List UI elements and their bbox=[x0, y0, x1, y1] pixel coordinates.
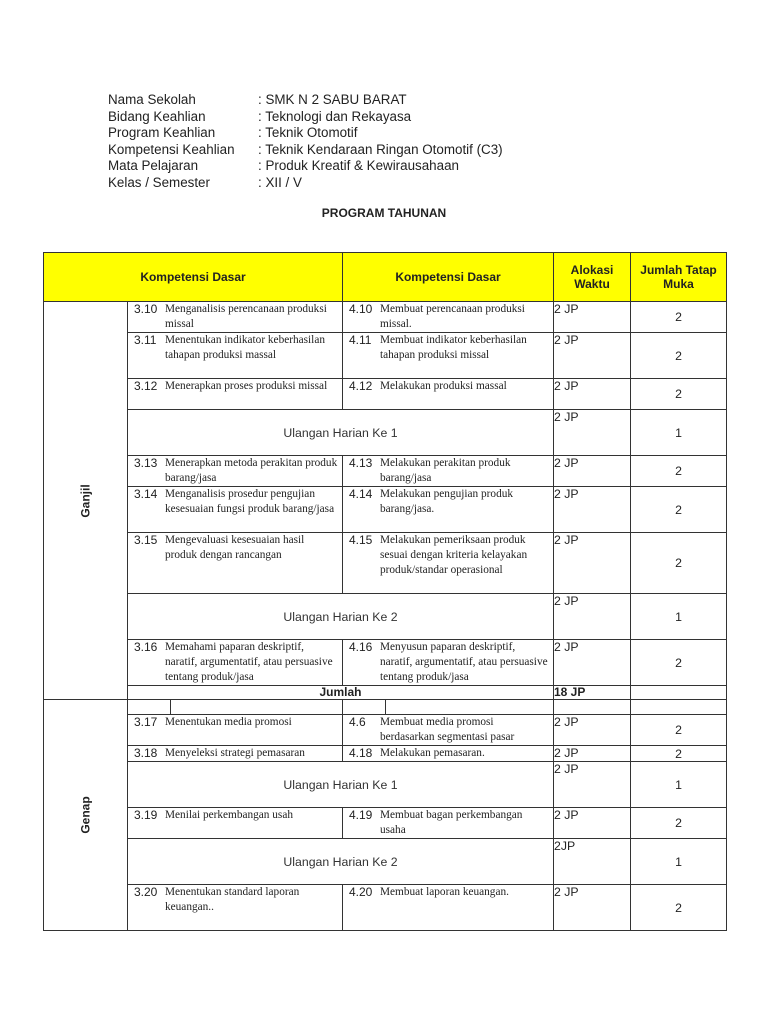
kd-number: 3.12 bbox=[134, 379, 158, 393]
tatap-muka: 2 bbox=[631, 533, 727, 594]
table-row bbox=[44, 885, 727, 931]
kd-number: 4.15 bbox=[349, 533, 373, 547]
kd-pengetahuan bbox=[128, 885, 343, 931]
kd-pengetahuan bbox=[128, 379, 343, 410]
info-value: : Teknik Otomotif bbox=[258, 125, 358, 140]
kd-number: 3.15 bbox=[134, 533, 158, 547]
kd-pengetahuan bbox=[128, 715, 343, 746]
tatap-muka: 2 bbox=[631, 487, 727, 533]
header-kd1: Kompetensi Dasar bbox=[44, 253, 343, 302]
tatap-muka: 1 bbox=[631, 839, 727, 885]
kd-keterampilan bbox=[343, 333, 554, 379]
tatap-muka: 2 bbox=[631, 640, 727, 686]
info-label: Nama Sekolah bbox=[108, 92, 196, 107]
tatap-muka: 2 bbox=[631, 808, 727, 839]
alokasi-waktu: 2 JP bbox=[554, 302, 631, 333]
kd-keterampilan bbox=[343, 808, 554, 839]
alokasi-waktu: 2 JP bbox=[554, 640, 631, 686]
kd-pengetahuan bbox=[128, 533, 343, 594]
kd-pengetahuan bbox=[128, 302, 343, 333]
kd-number: 3.11 bbox=[134, 333, 157, 347]
spacer-row bbox=[44, 700, 727, 715]
kd-item bbox=[349, 533, 550, 578]
kd-number: 3.19 bbox=[134, 808, 158, 822]
info-value: : SMK N 2 SABU BARAT bbox=[258, 92, 407, 107]
kd-number: 3.20 bbox=[134, 885, 158, 899]
total-label: Jumlah bbox=[128, 686, 554, 700]
kd-number: 4.10 bbox=[349, 302, 373, 316]
kd-text: Membuat laporan keuangan. bbox=[380, 886, 509, 898]
info-label: Kelas / Semester bbox=[108, 174, 210, 190]
kd-item bbox=[349, 487, 550, 517]
kd-item bbox=[134, 715, 339, 730]
kd-item bbox=[349, 456, 550, 486]
kd-number: 4.13 bbox=[349, 456, 373, 470]
kd-pengetahuan bbox=[128, 746, 343, 762]
kd-number: 3.13 bbox=[134, 456, 158, 470]
kd-keterampilan bbox=[343, 885, 554, 931]
alokasi-waktu: 2 JP bbox=[554, 715, 631, 746]
kd-text: Menentukan indikator keberhasilan tahapan produksi massal bbox=[165, 334, 325, 361]
ulangan-row bbox=[44, 839, 727, 885]
kd-text: Menentukan standard laporan keuangan.. bbox=[165, 886, 300, 913]
kd-keterampilan bbox=[343, 640, 554, 686]
tatap-muka: 2 bbox=[631, 333, 727, 379]
ulangan-label: Ulangan Harian Ke 1 bbox=[128, 762, 554, 808]
kd-text: Menerapkan metoda perakitan produk barang/jasa bbox=[165, 457, 338, 484]
kd-text: Menilai perkembangan usah bbox=[165, 809, 293, 821]
tatap-muka: 2 bbox=[631, 715, 727, 746]
kd-item bbox=[134, 640, 339, 685]
kd-keterampilan bbox=[343, 456, 554, 487]
kd-pengetahuan bbox=[128, 640, 343, 686]
kd-keterampilan bbox=[343, 379, 554, 410]
tatap-muka: 1 bbox=[631, 762, 727, 808]
tatap-muka: 1 bbox=[631, 594, 727, 640]
kd-keterampilan bbox=[343, 487, 554, 533]
info-row bbox=[108, 175, 503, 192]
table-row bbox=[44, 487, 727, 533]
table-row bbox=[44, 533, 727, 594]
ulangan-row bbox=[44, 762, 727, 808]
kd-item bbox=[134, 885, 339, 915]
spacer-cell bbox=[343, 700, 554, 715]
info-label: Kompetensi Keahlian bbox=[108, 141, 235, 157]
kd-item bbox=[349, 808, 550, 838]
alokasi-waktu: 2 JP bbox=[554, 746, 631, 762]
table-row bbox=[44, 640, 727, 686]
tatap-muka: 2 bbox=[631, 885, 727, 931]
header-alokasi: Alokasi Waktu bbox=[554, 253, 631, 302]
kd-item bbox=[349, 379, 550, 394]
info-value: : Teknik Kendaraan Ringan Otomotif (C3) bbox=[258, 141, 503, 157]
kd-number: 4.16 bbox=[349, 640, 373, 654]
header-kd2: Kompetensi Dasar bbox=[343, 253, 554, 302]
kd-text: Melakukan pemeriksaan produk sesuai dengan kriteria kelayakan produk/standar operasional bbox=[380, 534, 528, 576]
tatap-muka: 2 bbox=[631, 379, 727, 410]
kd-keterampilan bbox=[343, 715, 554, 746]
alokasi-waktu: 2 JP bbox=[554, 762, 631, 808]
tatap-muka: 2 bbox=[631, 456, 727, 487]
kd-keterampilan bbox=[343, 533, 554, 594]
kd-number: 3.10 bbox=[134, 302, 158, 316]
table-row bbox=[44, 456, 727, 487]
ulangan-label: Ulangan Harian Ke 1 bbox=[128, 410, 554, 456]
alokasi-waktu: 2 JP bbox=[554, 410, 631, 456]
kd-text: Menyusun paparan deskriptif, naratif, argumentatif, atau persuasive tentang produk/jasa bbox=[380, 641, 548, 683]
info-row bbox=[108, 92, 503, 109]
kd-item bbox=[134, 533, 339, 563]
program-table bbox=[43, 252, 727, 931]
kd-text: Menganalisis prosedur pengujian kesesuaian fungsi produk barang/jasa bbox=[165, 488, 335, 515]
kd-number: 4.12 bbox=[349, 379, 373, 393]
kd-number: 3.18 bbox=[134, 746, 158, 760]
info-label: Bidang Keahlian bbox=[108, 108, 206, 124]
semester-label bbox=[44, 700, 128, 931]
spacer-cell bbox=[554, 700, 631, 715]
ulangan-row bbox=[44, 410, 727, 456]
alokasi-waktu: 2JP bbox=[554, 839, 631, 885]
info-row bbox=[108, 158, 503, 175]
kd-pengetahuan bbox=[128, 487, 343, 533]
kd-number: 3.16 bbox=[134, 640, 158, 654]
total-empty bbox=[631, 686, 727, 700]
kd-keterampilan bbox=[343, 746, 554, 762]
kd-number: 4.18 bbox=[349, 746, 373, 760]
table-row bbox=[44, 379, 727, 410]
kd-item bbox=[134, 456, 339, 486]
kd-item bbox=[349, 715, 550, 745]
semester-text: Ganjil bbox=[78, 483, 93, 518]
table-row bbox=[44, 746, 727, 762]
kd-number: 4.14 bbox=[349, 487, 373, 501]
kd-text: Membuat perencanaan produksi missal. bbox=[380, 303, 525, 330]
semester-label bbox=[44, 302, 128, 700]
kd-item bbox=[134, 379, 339, 394]
kd-item bbox=[134, 487, 339, 517]
kd-item bbox=[134, 746, 339, 761]
table-row bbox=[44, 333, 727, 379]
kd-text: Melakukan pemasaran. bbox=[380, 747, 485, 759]
kd-item bbox=[349, 640, 550, 685]
tatap-muka: 2 bbox=[631, 746, 727, 762]
kd-text: Membuat indikator keberhasilan tahapan produksi missal bbox=[380, 334, 527, 361]
spacer-cell bbox=[631, 700, 727, 715]
header-row bbox=[44, 253, 727, 302]
kd-item bbox=[349, 746, 550, 761]
info-label: Program Keahlian bbox=[108, 125, 216, 140]
kd-number: 4.11 bbox=[349, 333, 372, 347]
kd-item bbox=[349, 333, 550, 363]
ganjil-section bbox=[44, 302, 727, 700]
alokasi-waktu: 2 JP bbox=[554, 379, 631, 410]
kd-item bbox=[349, 302, 550, 332]
kd-item bbox=[349, 885, 550, 900]
info-label: Mata Pelajaran bbox=[108, 158, 199, 173]
info-value: : Teknologi dan Rekayasa bbox=[258, 108, 412, 124]
total-row bbox=[44, 686, 727, 700]
school-info bbox=[108, 92, 503, 191]
info-value: : XII / V bbox=[258, 174, 302, 190]
table-row bbox=[44, 715, 727, 746]
alokasi-waktu: 2 JP bbox=[554, 808, 631, 839]
spacer-cell bbox=[128, 700, 343, 715]
kd-text: Membuat bagan perkembangan usaha bbox=[380, 809, 523, 836]
kd-text: Melakukan pengujian produk barang/jasa. bbox=[380, 488, 514, 515]
info-row bbox=[108, 142, 503, 159]
kd-keterampilan bbox=[343, 302, 554, 333]
tatap-muka: 2 bbox=[631, 302, 727, 333]
info-row bbox=[108, 125, 503, 142]
alokasi-waktu: 2 JP bbox=[554, 533, 631, 594]
total-jp: 18 JP bbox=[554, 686, 631, 700]
kd-number: 4.6 bbox=[349, 715, 366, 729]
ulangan-label: Ulangan Harian Ke 2 bbox=[128, 594, 554, 640]
alokasi-waktu: 2 JP bbox=[554, 594, 631, 640]
kd-text: Melakukan produksi massal bbox=[380, 380, 507, 392]
alokasi-waktu: 2 JP bbox=[554, 456, 631, 487]
kd-number: 3.17 bbox=[134, 715, 158, 729]
alokasi-waktu: 2 JP bbox=[554, 885, 631, 931]
kd-pengetahuan bbox=[128, 456, 343, 487]
table-row bbox=[44, 808, 727, 839]
ulangan-row bbox=[44, 594, 727, 640]
kd-text: Menerapkan proses produksi missal bbox=[165, 380, 328, 392]
kd-pengetahuan bbox=[128, 808, 343, 839]
genap-section bbox=[44, 700, 727, 931]
kd-text: Menganalisis perencanaan produksi missal bbox=[165, 303, 327, 330]
table-row bbox=[44, 302, 727, 333]
kd-number: 4.20 bbox=[349, 885, 373, 899]
header-jumlah: Jumlah Tatap Muka bbox=[631, 253, 727, 302]
alokasi-waktu: 2 JP bbox=[554, 333, 631, 379]
alokasi-waktu: 2 JP bbox=[554, 487, 631, 533]
kd-text: Mengevaluasi kesesuaian hasil produk dengan rancangan bbox=[165, 534, 305, 561]
info-value: : Produk Kreatif & Kewirausahaan bbox=[258, 158, 459, 173]
kd-number: 4.19 bbox=[349, 808, 373, 822]
kd-item bbox=[134, 333, 339, 363]
kd-text: Menyeleksi strategi pemasaran bbox=[165, 747, 305, 759]
tatap-muka: 1 bbox=[631, 410, 727, 456]
kd-item bbox=[134, 808, 339, 823]
kd-number: 3.14 bbox=[134, 487, 158, 501]
kd-text: Menentukan media promosi bbox=[165, 716, 292, 728]
kd-item bbox=[134, 302, 339, 332]
info-row bbox=[108, 109, 503, 126]
semester-text: Genap bbox=[78, 796, 93, 834]
kd-text: Melakukan perakitan produk barang/jasa bbox=[380, 457, 511, 484]
kd-pengetahuan bbox=[128, 333, 343, 379]
ulangan-label: Ulangan Harian Ke 2 bbox=[128, 839, 554, 885]
kd-text: Membuat media promosi berdasarkan segmentasi pasar bbox=[380, 716, 515, 743]
kd-text: Memahami paparan deskriptif, naratif, argumentatif, atau persuasive tentang produk/jasa bbox=[165, 641, 333, 683]
page-title: PROGRAM TAHUNAN bbox=[321, 206, 447, 220]
